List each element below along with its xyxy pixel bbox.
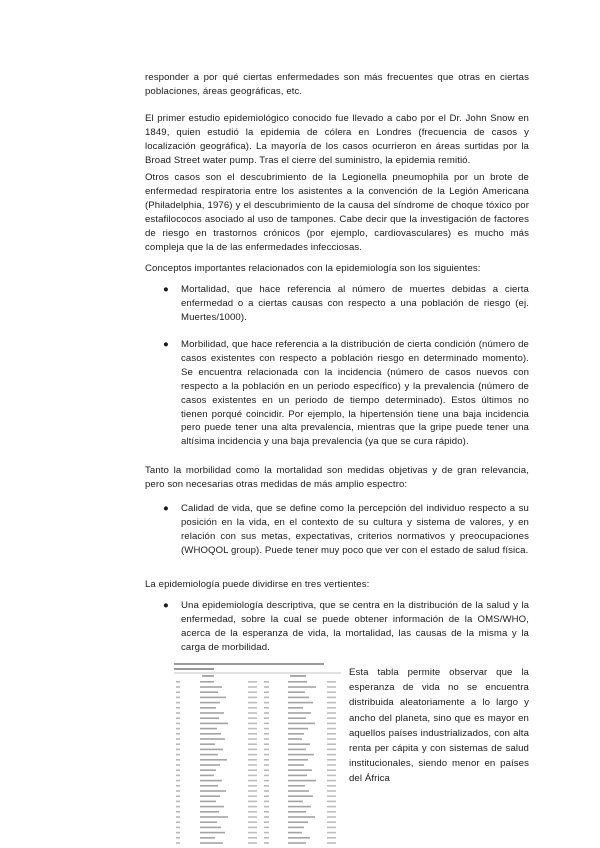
table-cell-stroke [264, 795, 269, 797]
list-item-mortalidad [145, 283, 529, 325]
table-cell-stroke [327, 728, 336, 730]
table-cell-stroke [200, 738, 225, 740]
table-cell-stroke [200, 795, 220, 797]
table-cell-stroke [327, 832, 336, 834]
table-cell-stroke [200, 775, 214, 777]
table-header-stroke [202, 675, 214, 677]
table-cell-stroke [288, 790, 309, 792]
table-cell-stroke [200, 769, 216, 771]
table-cell-stroke [264, 827, 269, 829]
table-cell-stroke [288, 769, 312, 771]
table-caption-text [349, 665, 529, 787]
table-cell-stroke [264, 832, 269, 834]
table-cell-stroke [327, 707, 336, 709]
table-cell-stroke [327, 780, 336, 782]
table-cell-stroke [288, 712, 311, 714]
table-title-stroke [174, 663, 324, 665]
table-cell-stroke [200, 702, 220, 704]
table-cell-stroke [288, 785, 305, 787]
table-cell-stroke [176, 728, 180, 730]
table-cell-stroke [200, 811, 219, 813]
table-cell-stroke [176, 754, 180, 756]
table-cell-stroke [288, 707, 303, 709]
table-cell-stroke [248, 717, 257, 719]
table-cell-stroke [176, 738, 180, 740]
table-cell-stroke [200, 801, 216, 803]
table-cell-stroke [264, 842, 269, 844]
table-cell-stroke [327, 681, 336, 683]
table-cell-stroke [248, 827, 257, 829]
table-cell-stroke [288, 723, 315, 725]
table-cell-stroke [176, 743, 180, 745]
table-cell-stroke [176, 785, 180, 787]
caption-paragraph: Esta tabla permite observar que la esperanza de vida no se encuentra distribuida aleatoriamente a lo largo y ancho del planeta, sino que es mayor en aquellos países industrializados, con alta renta per cápita y con sistemas de salud institucionales, siendo menor en países del África [349, 667, 529, 785]
table-cell-stroke [200, 681, 214, 683]
paragraph-text: Tanto la morbilidad como la mortalidad son medidas objetivas y de gran relevancia, pero son necesarias otras medidas de más amplio espectro: [145, 465, 529, 490]
table-cell-stroke [200, 754, 218, 756]
paragraph-text: responder a por qué ciertas enfermedades son más frecuentes que otras en ciertas poblaciones, áreas geográficas, etc. [145, 72, 529, 97]
table-cell-stroke [288, 754, 314, 756]
paragraph-divisions [145, 578, 529, 592]
table-cell-stroke [264, 837, 269, 839]
list-item-calidad-de-vida [145, 502, 529, 558]
table-cell-stroke [327, 806, 336, 808]
table-cell-stroke [264, 816, 269, 818]
table-header-stroke [290, 675, 306, 677]
table-cell-stroke [176, 717, 180, 719]
table-cell-stroke [176, 816, 180, 818]
table-cell-stroke [200, 837, 215, 839]
table-cell-stroke [200, 821, 217, 823]
paragraph-morbidity-mortality [145, 464, 529, 492]
table-cell-stroke [288, 691, 305, 693]
table-cell-stroke [264, 811, 269, 813]
table-cell-stroke [288, 842, 306, 844]
table-cell-stroke [288, 827, 304, 829]
table-cell-stroke [176, 801, 180, 803]
table-cell-stroke [200, 749, 223, 751]
table-cell-stroke [176, 681, 180, 683]
table-cell-stroke [327, 821, 336, 823]
table-cell-stroke [288, 717, 306, 719]
table-cell-stroke [264, 733, 269, 735]
table-cell-stroke [327, 801, 336, 803]
table-cell-stroke [288, 697, 309, 699]
table-cell-stroke [264, 749, 269, 751]
table-cell-stroke [248, 785, 257, 787]
table-cell-stroke [248, 811, 257, 813]
table-cell-stroke [248, 743, 257, 745]
table-cell-stroke [327, 795, 336, 797]
table-cell-stroke [327, 811, 336, 813]
table-cell-stroke [200, 842, 223, 844]
life-expectancy-table-image [172, 661, 343, 848]
table-cell-stroke [327, 754, 336, 756]
bullet-icon: ● [163, 600, 169, 611]
table-cell-stroke [327, 816, 336, 818]
table-cell-stroke [264, 712, 269, 714]
table-cell-stroke [264, 681, 269, 683]
table-cell-stroke [200, 707, 216, 709]
table-cell-stroke [176, 769, 180, 771]
table-cell-stroke [264, 759, 269, 761]
table-cell-stroke [288, 806, 311, 808]
list-item-morbilidad [145, 338, 529, 449]
list-item-text: Morbilidad, que hace referencia a la distribución de cierta condición (número de casos existentes con respecto a población riesgo en determinado momento). Se encuentra relacionada con la incidencia (número de casos nuevos con respecto a la población en un periodo específico) y la prevalencia (número de casos existentes en un periodo de tiempo determinado). Estos últimos no tienen porqué coincidir. Por ejemplo, la hipertensión tiene una baja incidencia pero puede tener una alta prevalencia, mientras que la gripe puede tener una altísima incidencia y una baja prevalencia (ya que se cura rápido). [181, 339, 529, 448]
table-cell-stroke [327, 686, 336, 688]
table-cell-stroke [288, 759, 308, 761]
table-cell-stroke [248, 733, 257, 735]
table-cell-stroke [327, 749, 336, 751]
table-cell-stroke [248, 832, 257, 834]
paragraph-text: Otros casos son el descubrimiento de la Legionella pneumophila por un brote de enfermedad respiratoria entre los asistentes a la convención de la Legión Americana (Philadelphia, 1976) y el descubrimiento de la causa del síndrome de choque tóxico por estafilococos asociado al uso de tampones. Cabe decir que la investigación de factores de riesgo en trastornos crónicos (por ejemplo, cardiovasculares) es mucho más compleja que la de las enfermedades infecciosas. [145, 172, 529, 253]
table-cell-stroke [176, 686, 180, 688]
table-cell-stroke [327, 842, 336, 844]
table-cell-stroke [288, 686, 316, 688]
table-cell-stroke [248, 801, 257, 803]
table-cell-stroke [264, 785, 269, 787]
table-cell-stroke [176, 707, 180, 709]
table-cell-stroke [200, 743, 215, 745]
table-cell-stroke [327, 717, 336, 719]
table-cell-stroke [176, 759, 180, 761]
table-cell-stroke [288, 801, 303, 803]
table-cell-stroke [264, 697, 269, 699]
table-cell-stroke [288, 821, 308, 823]
paragraph-john-snow [145, 112, 529, 168]
table-cell-stroke [176, 806, 180, 808]
table-cell-stroke [264, 691, 269, 693]
table-cell-stroke [288, 780, 316, 782]
table-cell-stroke [288, 749, 306, 751]
table-cell-stroke [264, 723, 269, 725]
table-cell-stroke [248, 790, 257, 792]
table-cell-stroke [176, 733, 180, 735]
table-cell-stroke [288, 764, 304, 766]
table-cell-stroke [200, 759, 227, 761]
table-cell-stroke [264, 743, 269, 745]
table-title-stroke [174, 668, 214, 670]
table-cell-stroke [327, 764, 336, 766]
table-cell-stroke [327, 702, 336, 704]
table-cell-stroke [327, 733, 336, 735]
table-cell-stroke [248, 707, 257, 709]
table-cell-stroke [288, 702, 313, 704]
table-cell-stroke [288, 811, 306, 813]
table-cell-stroke [288, 681, 307, 683]
bullet-icon: ● [163, 503, 169, 514]
table-cell-stroke [288, 795, 313, 797]
table-cell-stroke [288, 738, 302, 740]
table-cell-stroke [200, 728, 217, 730]
table-cell-stroke [264, 728, 269, 730]
table-cell-stroke [248, 723, 257, 725]
table-cell-stroke [327, 759, 336, 761]
table-cell-stroke [200, 717, 219, 719]
table-cell-stroke [176, 723, 180, 725]
list-item-text: Calidad de vida, que se define como la percepción del individuo respecto a su posición en la vida, en el contexto de su cultura y sistema de valores, y en relación con sus metas, expectativas, criterios normativos y preocupaciones (WHOQOL group). Puede tener muy poco que ver con el estado de salud física. [181, 503, 529, 556]
table-cell-stroke [288, 728, 308, 730]
table-cell-stroke [200, 723, 228, 725]
table-cell-stroke [288, 832, 302, 834]
table-cell-stroke [200, 733, 221, 735]
table-cell-stroke [176, 821, 180, 823]
table-cell-stroke [248, 759, 257, 761]
table-cell-stroke [248, 691, 257, 693]
table-cell-stroke [200, 806, 224, 808]
bullet-icon: ● [163, 339, 169, 350]
table-cell-stroke [327, 837, 336, 839]
table-cell-stroke [200, 686, 222, 688]
table-cell-stroke [200, 712, 224, 714]
table-cell-stroke [200, 790, 226, 792]
table-cell-stroke [264, 738, 269, 740]
table-cell-stroke [264, 775, 269, 777]
table-cell-stroke [248, 795, 257, 797]
table-cell-stroke [176, 691, 180, 693]
paragraph-text: Conceptos importantes relacionados con la epidemiología son los siguientes: [145, 263, 481, 274]
table-cell-stroke [248, 728, 257, 730]
table-image-graphic [172, 661, 343, 848]
table-cell-stroke [327, 738, 336, 740]
paragraph-concepts-intro [145, 262, 529, 276]
table-cell-stroke [288, 743, 310, 745]
table-cell-stroke [200, 785, 218, 787]
table-cell-stroke [248, 780, 257, 782]
table-cell-stroke [248, 775, 257, 777]
table-cell-stroke [176, 712, 180, 714]
table-cell-stroke [176, 790, 180, 792]
table-cell-stroke [327, 743, 336, 745]
table-cell-stroke [176, 832, 180, 834]
table-cell-stroke [248, 686, 257, 688]
table-cell-stroke [176, 837, 180, 839]
table-cell-stroke [248, 842, 257, 844]
table-cell-stroke [264, 707, 269, 709]
table-cell-stroke [264, 806, 269, 808]
paragraph-other-cases [145, 171, 529, 254]
table-cell-stroke [248, 754, 257, 756]
table-cell-stroke [176, 827, 180, 829]
table-cell-stroke [200, 691, 218, 693]
bullet-icon: ● [163, 284, 169, 295]
table-cell-stroke [264, 764, 269, 766]
table-cell-stroke [176, 697, 180, 699]
table-cell-stroke [248, 702, 257, 704]
table-cell-stroke [200, 832, 225, 834]
table-cell-stroke [264, 780, 269, 782]
table-cell-stroke [176, 811, 180, 813]
table-cell-stroke [264, 769, 269, 771]
table-cell-stroke [264, 801, 269, 803]
table-cell-stroke [200, 780, 222, 782]
table-cell-stroke [248, 749, 257, 751]
table-cell-stroke [248, 816, 257, 818]
table-cell-stroke [176, 775, 180, 777]
table-cell-stroke [248, 681, 257, 683]
table-cell-stroke [288, 775, 307, 777]
list-item-text: Mortalidad, que hace referencia al número de muertes debidas a cierta enfermedad o a ciertas causas con respecto a una población de riesgo (ej. Muertes/1000). [181, 284, 529, 323]
table-cell-stroke [264, 754, 269, 756]
table-cell-stroke [288, 816, 315, 818]
table-cell-stroke [327, 697, 336, 699]
paragraph-text: El primer estudio epidemiológico conocido fue llevado a cabo por el Dr. John Snow en 1849, quien estudió la epidemia de cólera en Londres (frecuencia de casos y localización geográfica). La mayoría de los casos ocurrieron en áreas surtidas por la Broad Street water pump. Tras el cierre del suministro, la epidemia remitió. [145, 113, 529, 166]
table-cell-stroke [327, 769, 336, 771]
table-cell-stroke [264, 686, 269, 688]
table-cell-stroke [248, 837, 257, 839]
table-cell-stroke [327, 790, 336, 792]
table-cell-stroke [200, 827, 221, 829]
table-cell-stroke [176, 764, 180, 766]
list-item-descriptiva [145, 599, 529, 655]
table-cell-stroke [176, 702, 180, 704]
paragraph-text: La epidemiología puede dividirse en tres vertientes: [145, 579, 370, 590]
table-cell-stroke [248, 806, 257, 808]
table-cell-stroke [200, 764, 220, 766]
table-cell-stroke [176, 749, 180, 751]
table-cell-stroke [176, 795, 180, 797]
table-cell-stroke [327, 785, 336, 787]
table-cell-stroke [176, 842, 180, 844]
table-cell-stroke [288, 837, 310, 839]
table-cell-stroke [248, 769, 257, 771]
table-cell-stroke [248, 764, 257, 766]
table-cell-stroke [200, 816, 228, 818]
table-cell-stroke [288, 733, 304, 735]
table-cell-stroke [264, 821, 269, 823]
paragraph-intro-continuation [145, 71, 529, 99]
table-cell-stroke [264, 790, 269, 792]
table-cell-stroke [248, 697, 257, 699]
table-cell-stroke [176, 780, 180, 782]
table-cell-stroke [200, 697, 226, 699]
table-cell-stroke [248, 712, 257, 714]
list-item-text: Una epidemiología descriptiva, que se centra en la distribución de la salud y la enfermedad, sobre la cual se puede obtener información de la OMS/WHO, acerca de la esperanza de vida, la mortalidad, las causas de la misma y la carga de morbilidad. [181, 600, 529, 653]
table-cell-stroke [248, 738, 257, 740]
table-cell-stroke [264, 717, 269, 719]
table-cell-stroke [248, 821, 257, 823]
table-cell-stroke [327, 775, 336, 777]
table-cell-stroke [327, 712, 336, 714]
table-cell-stroke [327, 723, 336, 725]
table-cell-stroke [327, 691, 336, 693]
table-cell-stroke [264, 702, 269, 704]
table-cell-stroke [327, 827, 336, 829]
